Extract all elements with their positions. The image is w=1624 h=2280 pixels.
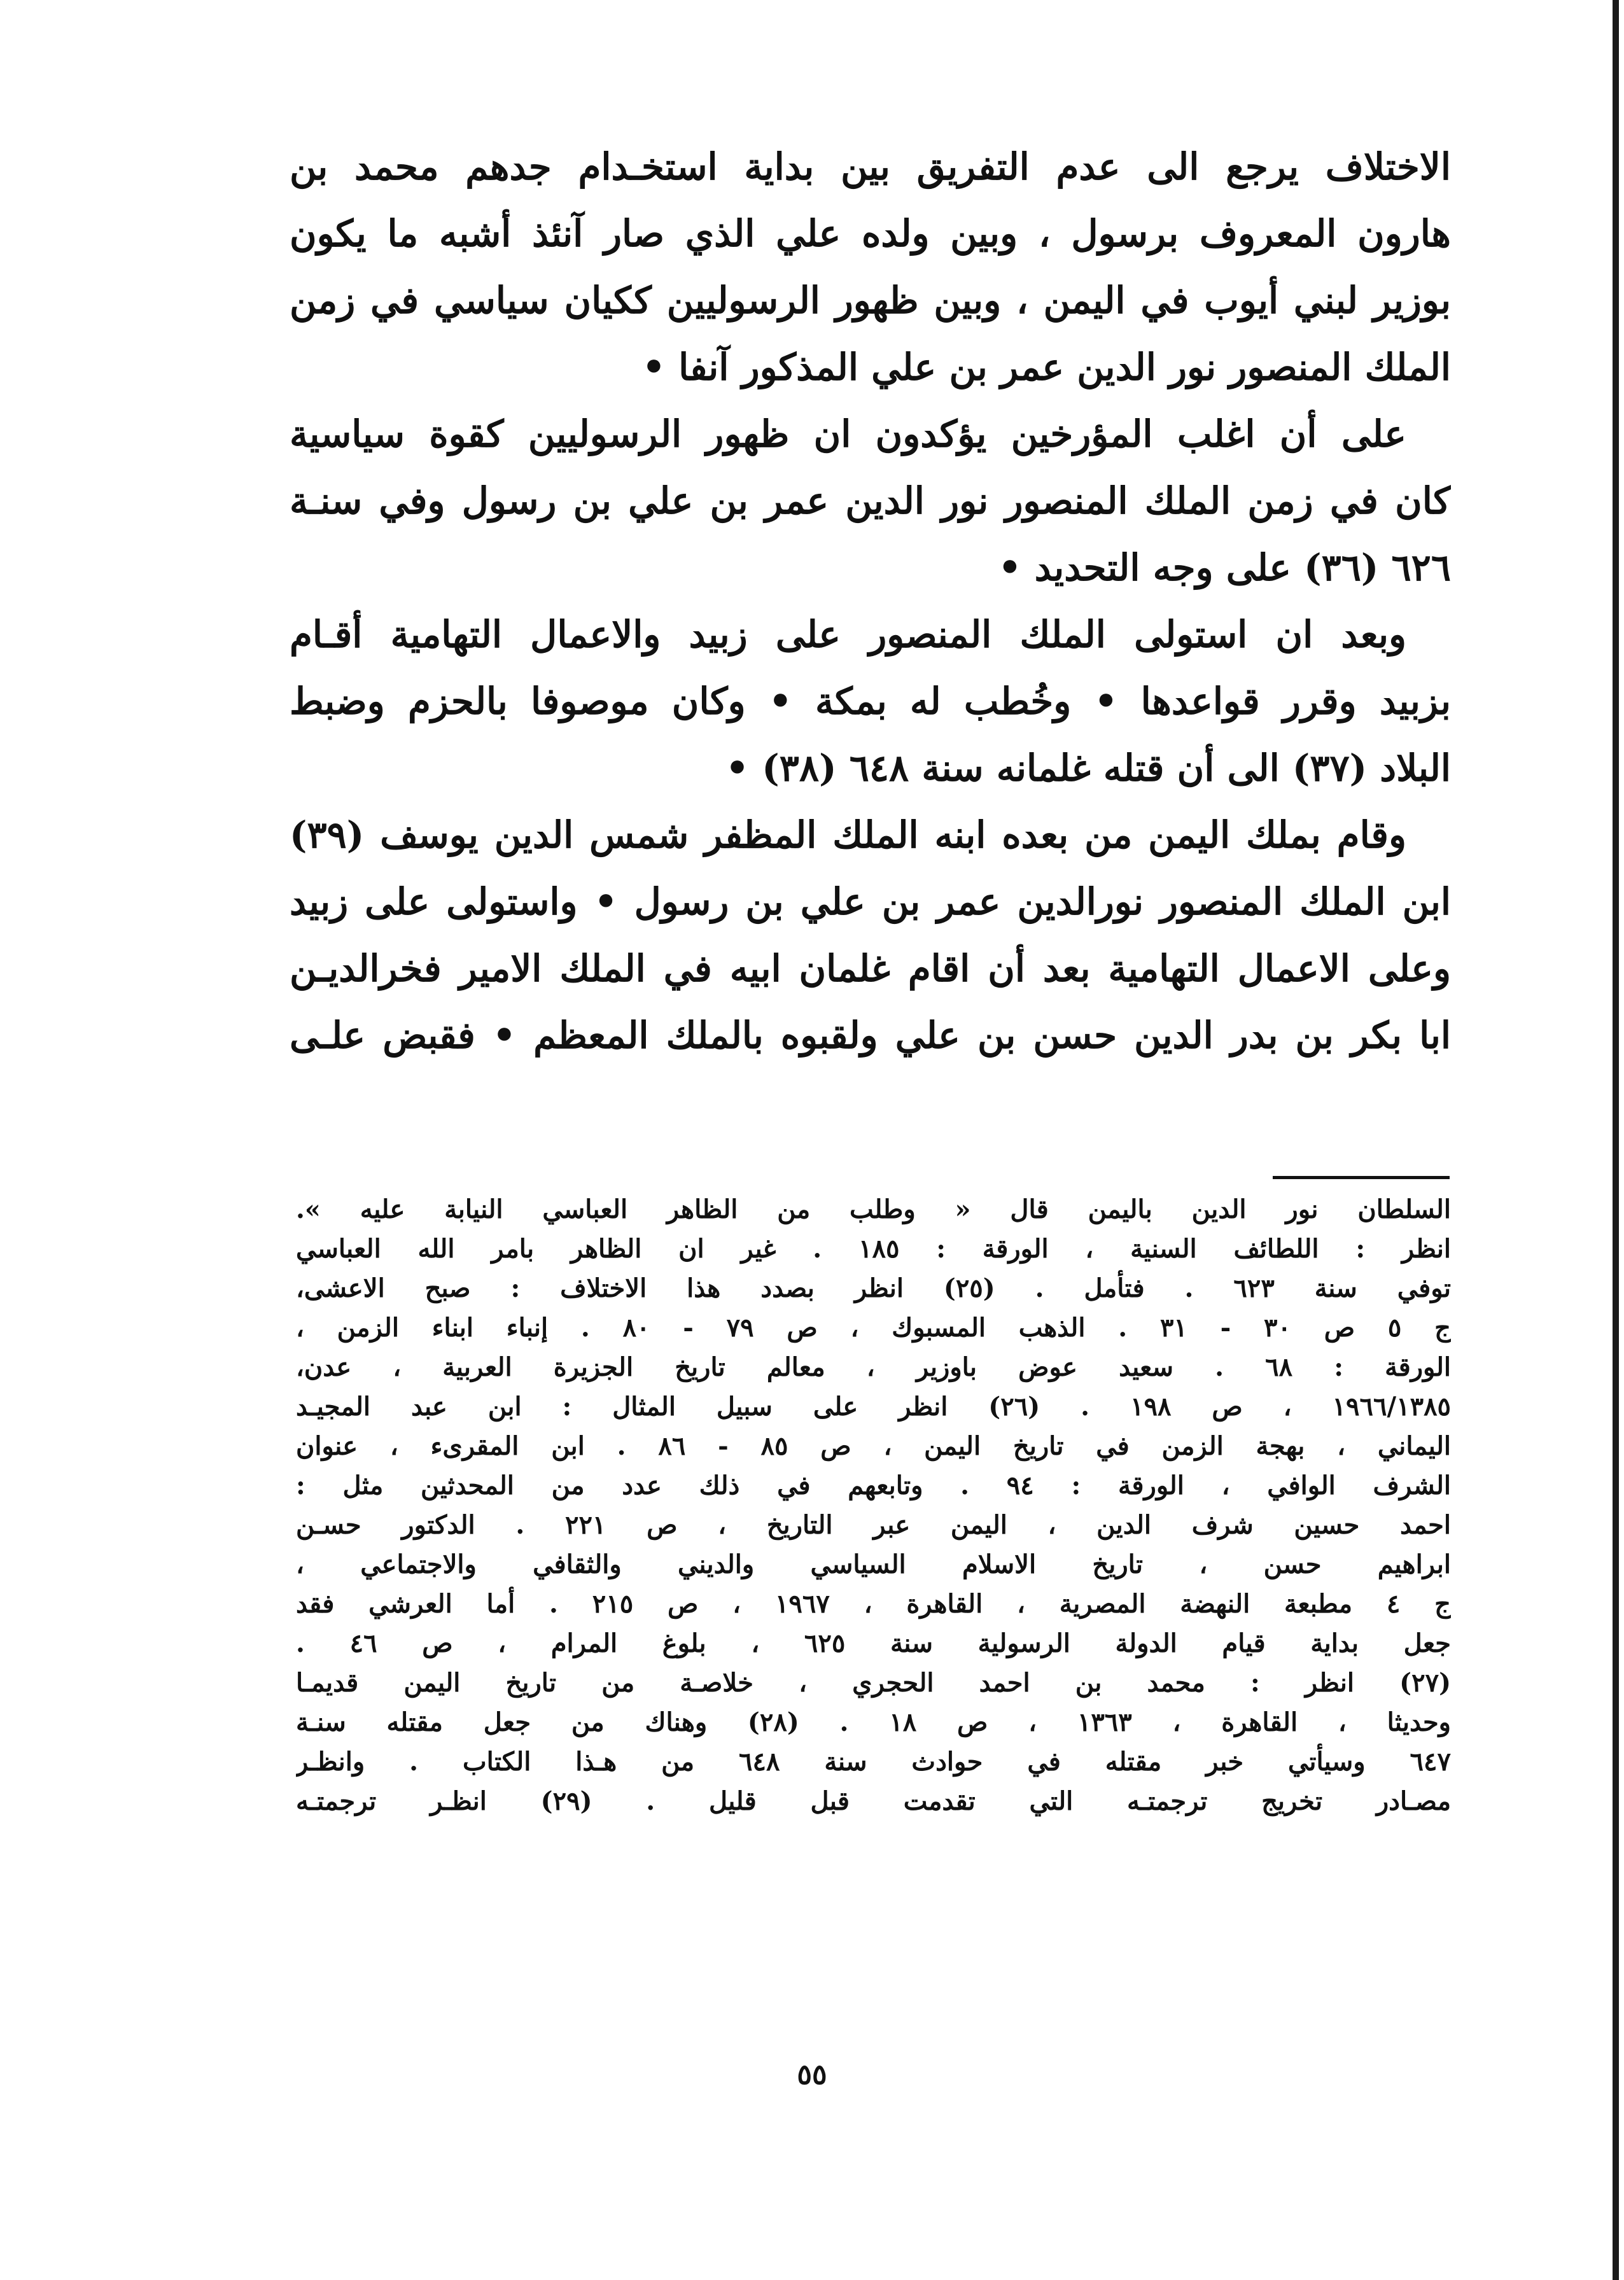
- body-line: الملك المنصور نور الدين عمر بن علي المذكور آنفا •: [641, 346, 1451, 389]
- footnote-line: احمد حسين شرف الدين ، اليمن عبر التاريخ ، ص ٢٢١ . الدكتور حسـن: [296, 1510, 1451, 1540]
- footnote-line: ابراهيم حسن ، تاريخ الاسلام السياسي والديني والثقافي والاجتماعي ،: [296, 1549, 1451, 1579]
- paragraph-start-line: وقام بملك اليمن من بعده ابنه الملك المظفر شمس الدين يوسف (٣٩): [290, 813, 1406, 857]
- body-line: كان في زمن الملك المنصور نور الدين عمر بن علي بن رسول وفي سنـة: [290, 479, 1451, 522]
- body-line: بزبيد وقرر قواعدها • وخُطب له بمكة • وكان موصوفا بالحزم وضبط: [290, 680, 1451, 723]
- footnote-line: وحديثا ، القاهرة ، ١٣٦٣ ، ص ١٨ . (٢٨) وهناك من جعل مقتله سنـة: [296, 1707, 1451, 1737]
- footnote-line: اليماني ، بهجة الزمن في تاريخ اليمن ، ص ٨٥ - ٨٦ . ابن المقرىء ، عنوان: [296, 1431, 1451, 1461]
- body-line: بوزير لبني أيوب في اليمن ، وبين ظهور الرسوليين ككيان سياسي في زمن: [290, 279, 1451, 322]
- paragraph-start-line: على أن اغلب المؤرخين يؤكدون ان ظهور الرسوليين كقوة سياسية: [290, 412, 1406, 456]
- footnote-line: الشرف الوافي ، الورقة : ٩٤ . وتابعهم في ذلك عدد من المحدثين مثل :: [296, 1471, 1451, 1500]
- body-line: هارون المعروف برسول ، وبين ولده علي الذي صار آنئذ أشبه ما يكون: [290, 212, 1451, 255]
- footnote-line: انظر : اللطائف السنية ، الورقة : ١٨٥ . غير ان الظاهر بامر الله العباسي: [296, 1234, 1451, 1264]
- footnote-line: ١٩٦٦/١٣٨٥ ، ص ١٩٨ . (٢٦) انظر على سبيل المثال : ابن عبد المجيـد: [296, 1392, 1451, 1422]
- page-number: ٥٥: [797, 2059, 827, 2091]
- footnote-line: توفي سنة ٦٢٣ . فتأمل . (٢٥) انظر بصدد هذا الاختلاف : صبح الاعشى،: [296, 1273, 1451, 1303]
- body-line: ٦٢٦ (٣٦) على وجه التحديد •: [998, 546, 1451, 589]
- footnote-line: ج ٤ مطبعة النهضة المصرية ، القاهرة ، ١٩٦٧ ، ص ٢١٥ . أما العرشي فقد: [296, 1589, 1451, 1619]
- paragraph-start-line: وبعد ان استولى الملك المنصور على زبيد والاعمال التهامية أقـام: [290, 613, 1406, 656]
- footnote-line: (٢٧) انظر : محمد بن احمد الحجري ، خلاصـة من تاريخ اليمن قديمـا: [296, 1668, 1451, 1698]
- page-edge-border: [1613, 0, 1619, 2280]
- footnotes-block: [296, 1190, 1451, 1821]
- footnote-line: السلطان نور الدين باليمن قال « وطلب من الظاهر العباسي النيابة عليه ».: [296, 1194, 1451, 1224]
- body-line: ابن الملك المنصور نورالدين عمر بن علي بن رسول • واستولى على زبيد: [290, 880, 1451, 923]
- body-line: البلاد (٣٧) الى أن قتله غلمانه سنة ٦٤٨ (٣٨) •: [725, 746, 1451, 790]
- body-line: وعلى الاعمال التهامية بعد أن اقام غلمان ابيه في الملك الامير فخرالديـن: [290, 947, 1451, 990]
- footnote-line: الورقة : ٦٨ . سعيد عوض باوزير ، معالم تاريخ الجزيرة العربية ، عدن،: [296, 1352, 1451, 1382]
- body-line: ابا بكر بن بدر الدين حسن بن علي ولقبوه بالملك المعظم • فقبض علـى: [290, 1014, 1451, 1057]
- main-text-block: [290, 134, 1451, 1069]
- footnote-line: مصـادر تخريج ترجمتـه التي تقدمت قبل قليل . (٢٩) انظـر ترجمتـه: [296, 1786, 1451, 1816]
- footnote-line: جعل بداية قيام الدولة الرسولية سنة ٦٢٥ ، بلوغ المرام ، ص ٤٦ .: [296, 1628, 1451, 1658]
- footnote-line: ٦٤٧ وسيأتي خبر مقتله في حوادث سنة ٦٤٨ من هـذا الكتاب . وانظـر: [296, 1747, 1451, 1777]
- footnote-separator-rule: [1273, 1176, 1450, 1179]
- footnote-line: ج ٥ ص ٣٠ - ٣١ . الذهب المسبوك ، ص ٧٩ - ٨٠ . إنباء ابناء الزمن ،: [296, 1313, 1451, 1343]
- body-line: الاختلاف يرجع الى عدم التفريق بين بداية استخـدام جدهم محمد بن: [290, 145, 1451, 188]
